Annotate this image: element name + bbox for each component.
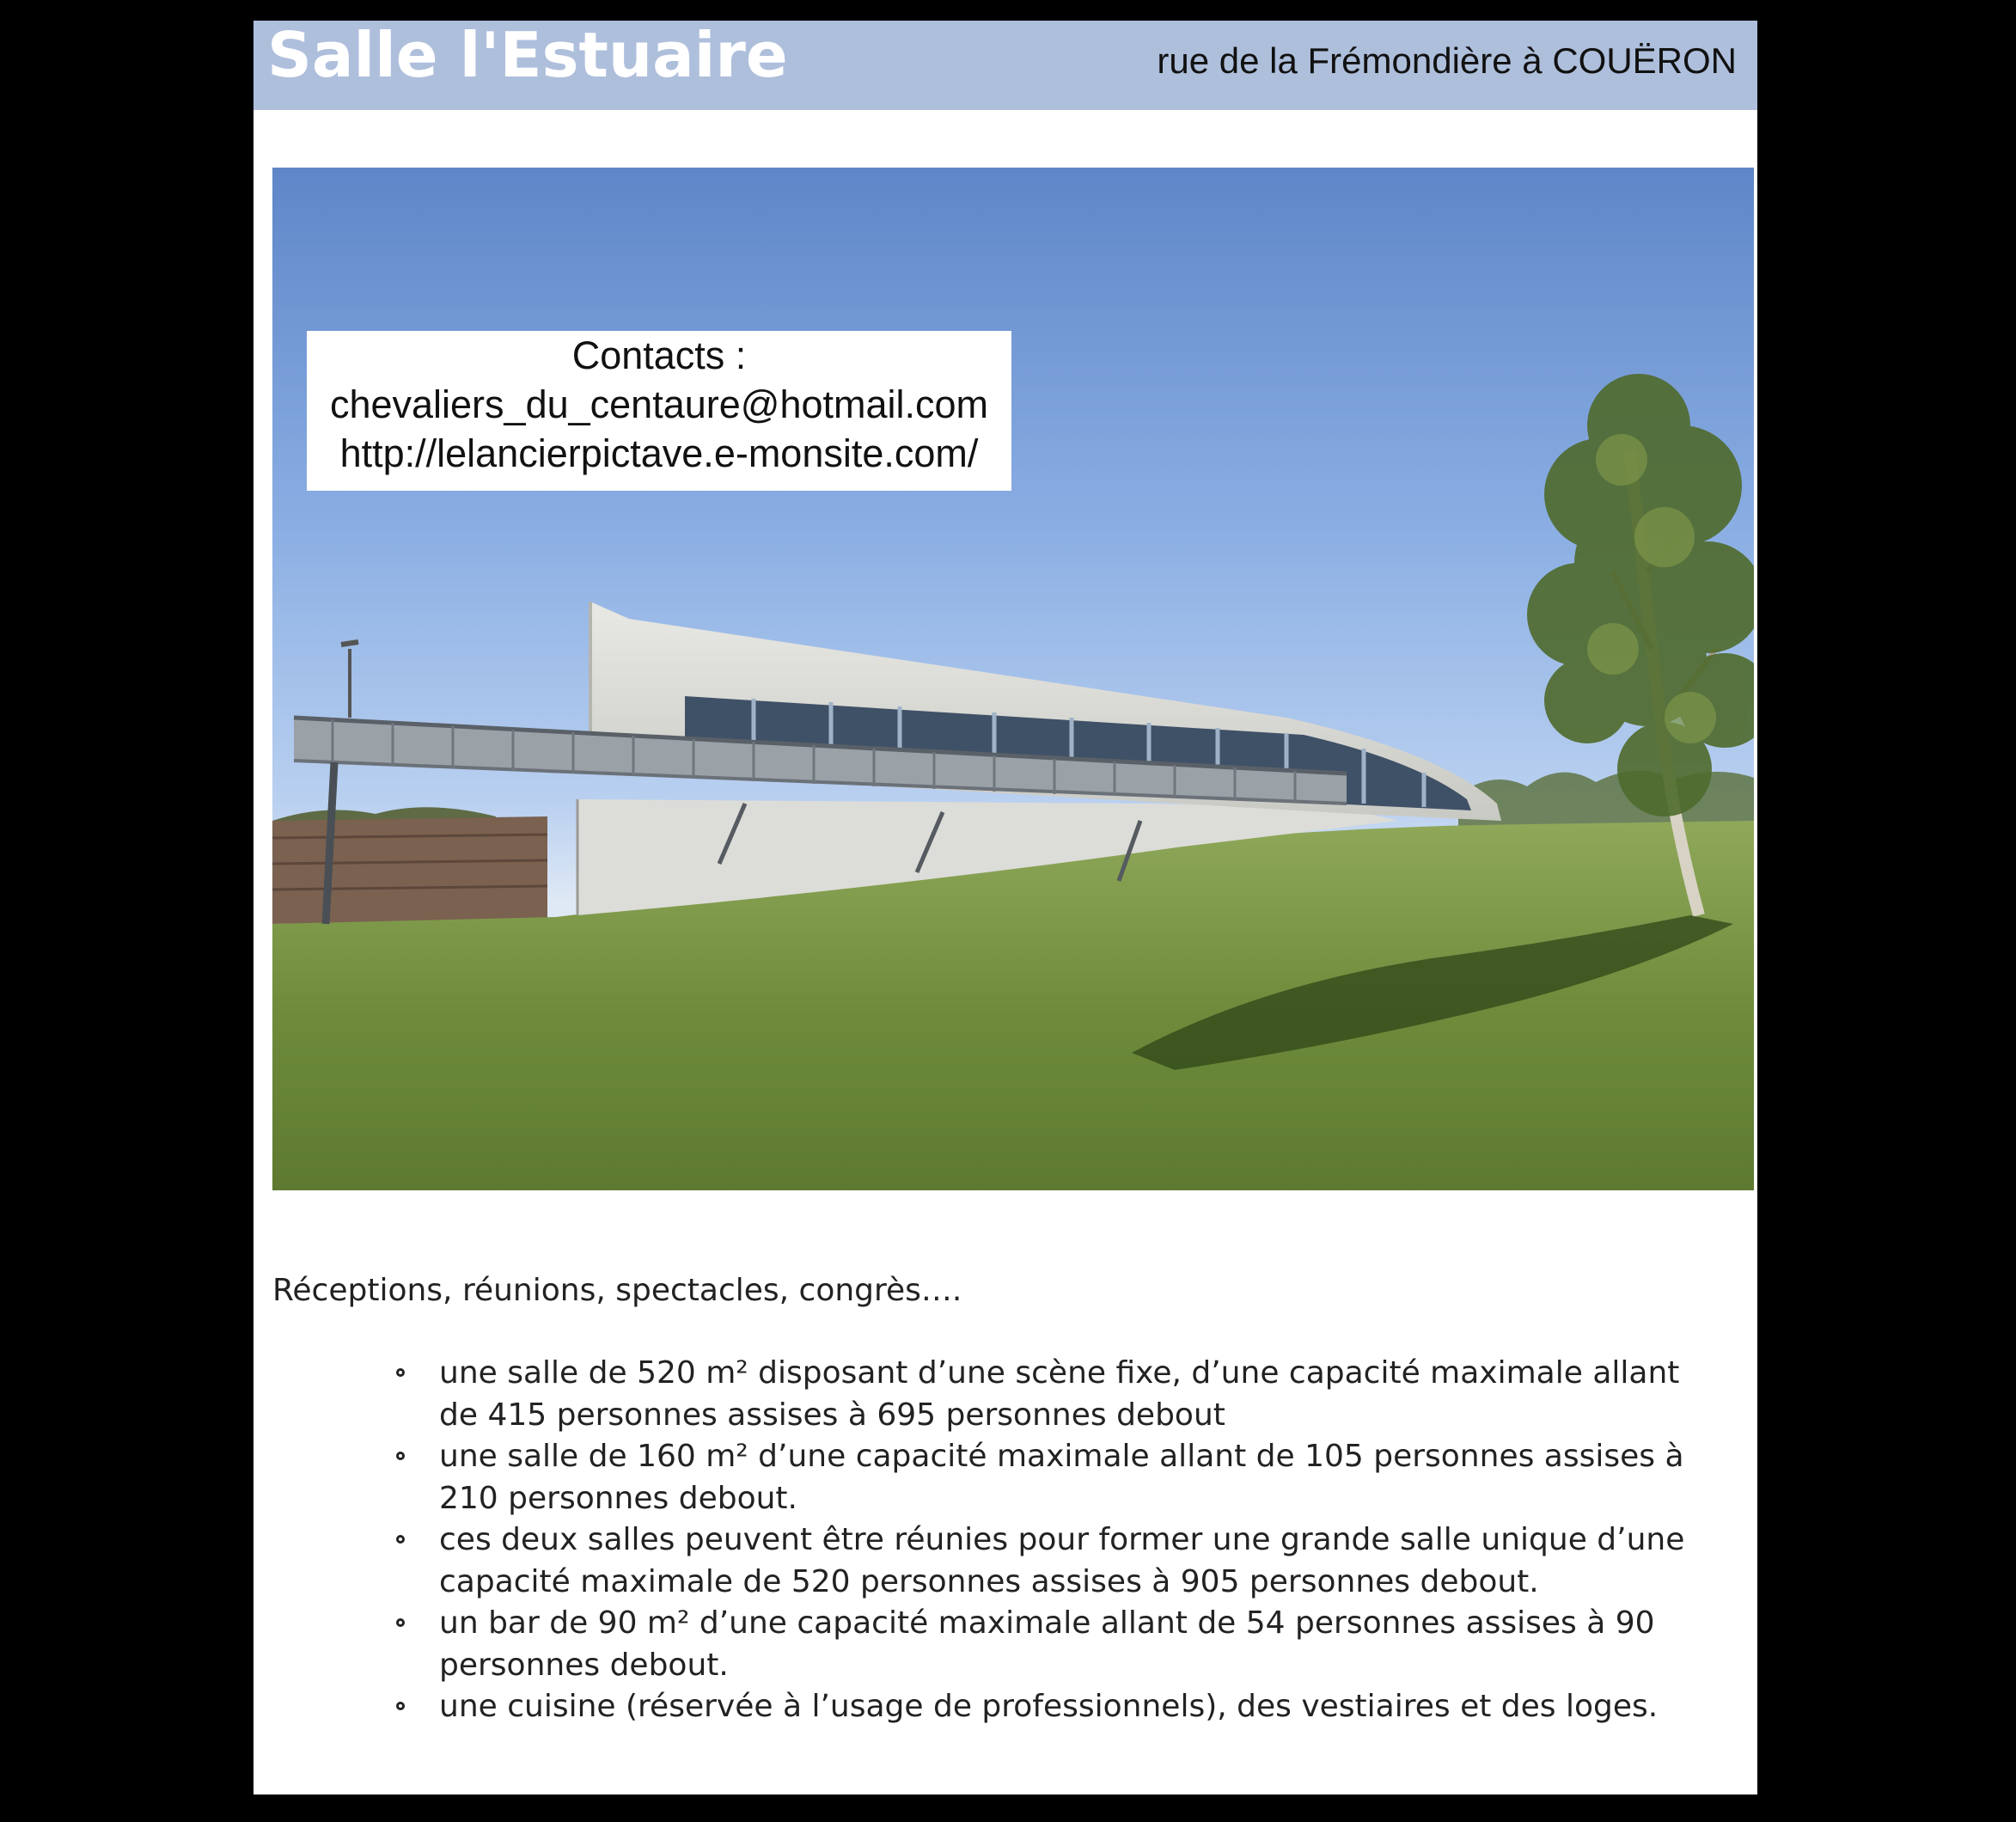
list-item: ces deux salles peuvent être réunies pour former une grande salle unique d’une capacité maximale de 520 personnes assises à 905 personnes debout. bbox=[439, 1519, 1720, 1603]
contacts-box bbox=[307, 331, 1011, 491]
list-item: une salle de 520 m² disposant d’une scène fixe, d’une capacité maximale allant de 415 personnes assises à 695 personnes debout bbox=[439, 1353, 1720, 1436]
contact-website: http://lelancierpictave.e-monsite.com/ bbox=[339, 431, 979, 475]
building-photo-illustration bbox=[272, 168, 1754, 1190]
venue-title: Salle l'Estuaire bbox=[267, 19, 788, 91]
list-item: une cuisine (réservée à l’usage de professionnels), des vestiaires et des loges. bbox=[439, 1686, 1720, 1728]
bullet-icon bbox=[396, 1368, 405, 1377]
bullet-icon bbox=[396, 1535, 405, 1544]
list-item: un bar de 90 m² d’une capacité maximale allant de 54 personnes assises à 90 personnes debout. bbox=[439, 1603, 1720, 1686]
contact-email: chevaliers_du_centaure@hotmail.com bbox=[329, 382, 989, 426]
venue-address: rue de la Frémondière à COUËRON bbox=[1157, 40, 1737, 81]
bullet-icon bbox=[396, 1618, 405, 1627]
header-bar bbox=[254, 21, 1757, 110]
venue-photo bbox=[272, 168, 1754, 1190]
intro-text: Réceptions, réunions, spectacles, congrès…. bbox=[272, 1273, 962, 1308]
contacts-label: Contacts : bbox=[571, 333, 747, 377]
bullet-icon bbox=[396, 1702, 405, 1710]
flyer-page bbox=[254, 21, 1757, 1794]
list-item: une salle de 160 m² d’une capacité maximale allant de 105 personnes assises à 210 personnes debout. bbox=[439, 1436, 1720, 1519]
bullet-icon bbox=[396, 1452, 405, 1460]
features-list bbox=[439, 1353, 1720, 1728]
